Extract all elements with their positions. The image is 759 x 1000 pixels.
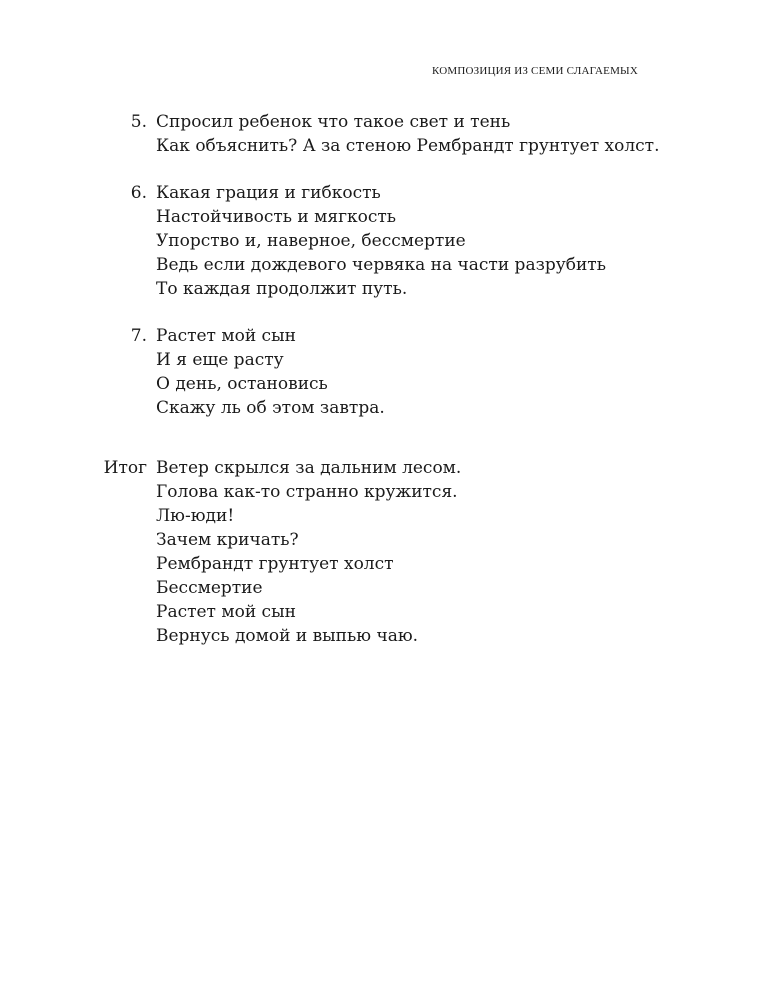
poem-line: Голова как-то странно кружится. (156, 482, 458, 502)
poem-line: О день, остановись (156, 374, 328, 394)
stanza-lines (156, 456, 676, 648)
poem-line: Ветер скрылся за дальним лесом. (156, 458, 462, 478)
stanza-lines (156, 181, 676, 301)
poem-line: И я еще расту (156, 350, 284, 370)
poem-line: Растет мой сын (156, 326, 296, 346)
stanza-number: 5. (130, 112, 147, 132)
poem-line: Скажу ль об этом завтра. (156, 398, 385, 418)
poem-line: Вернусь домой и выпью чаю. (156, 626, 419, 646)
poem-line: Бессмертие (156, 578, 263, 598)
stanza-number: 6. (130, 183, 147, 203)
stanza-lines (156, 110, 676, 158)
poem-line: Зачем кричать? (156, 530, 299, 550)
poem-line: Растет мой сын (156, 602, 296, 622)
poem-line: Как объяснить? А за стеною Рембрандт грунтует холст. (156, 136, 660, 156)
poem-line: Какая грация и гибкость (156, 183, 381, 203)
poem-line: Ведь если дождевого червяка на части разрубить (156, 255, 606, 275)
stanza-number: 7. (130, 326, 147, 346)
running-head: КОМПОЗИЦИЯ ИЗ СЕМИ СЛАГАЕМЫХ (431, 65, 638, 77)
poem-line: Настойчивость и мягкость (156, 207, 397, 227)
summary-label: Итог (103, 458, 147, 478)
poem-line: Лю-юди! (156, 506, 235, 526)
poem-line: Спросил ребенок что такое свет и тень (156, 112, 511, 132)
poem-line: Рембрандт грунтует холст (156, 554, 394, 574)
poem-line: Упорство и, наверное, бессмертие (156, 231, 466, 251)
poem-line: То каждая продолжит путь. (156, 279, 408, 299)
stanza-lines (156, 324, 676, 420)
